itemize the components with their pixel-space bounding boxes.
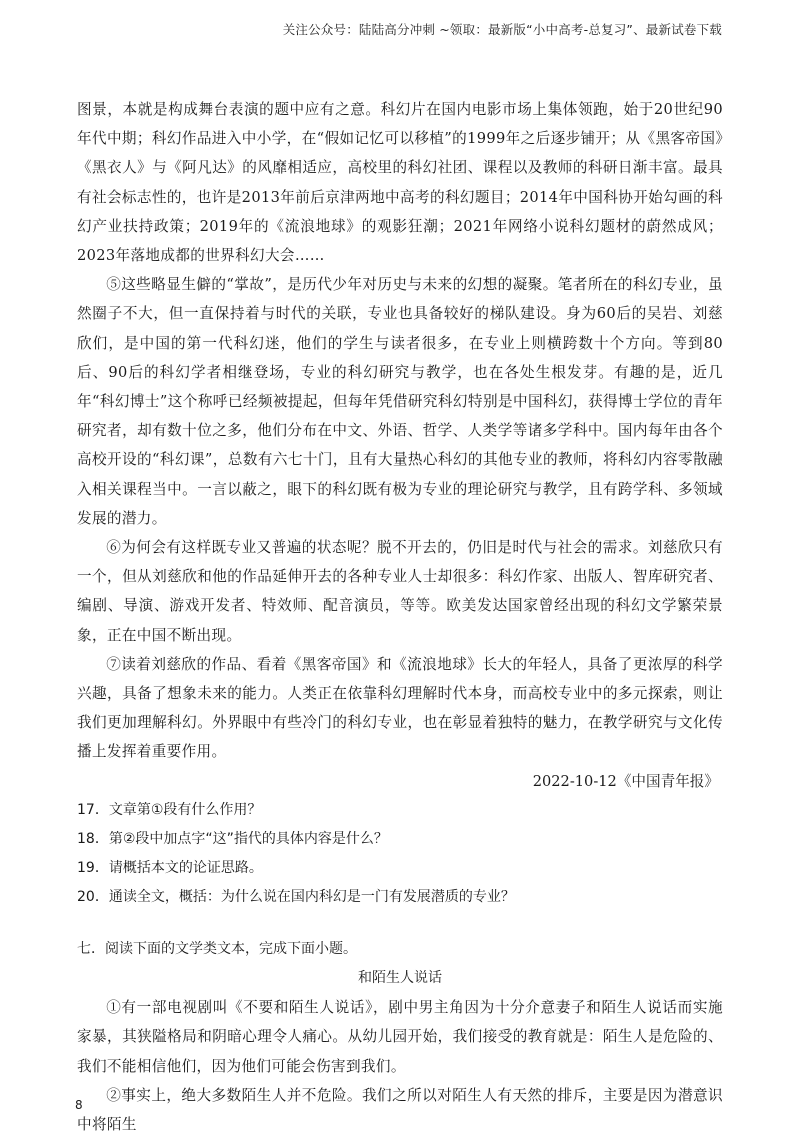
question-20: 20．通读全文，概括：为什么说在国内科幻是一门有发展潜质的专业？ [77,889,515,906]
page-number: 8 [75,1098,83,1112]
question-19: 19．请概括本文的论证思路。 [77,860,263,877]
section-heading: 七．阅读下面的文学类文本，完成下面小题。 [77,940,357,957]
page-header: 关注公众号：陆陆高分冲刺 ~领取：最新版“小中高考-总复习”、最新试卷下载 [282,22,722,37]
article-paragraph-5: ⑤这些略显生僻的“掌故”，是历代少年对历史与未来的幻想的凝聚。笔者所在的科幻专业，虽然圈子不大，但一直保持着与时代的关联，专业也具备较好的梯队建设。身为60后的吴岩、刘慈欣们，是中国的第一代科幻迷，他们的学生与读者很多，在专业上则横跨数十个方向。等到80后、90后的科幻学者相继登场，专业的科幻研究与教学，也在各处生根发芽。有趣的是，近几年“科幻博士”这个称呼已经频被提起，但每年凭借研究科幻特别是中国科幻，获得博士学位的青年研究者，却有数十位之多，他们分布在中文、外语、哲学、人类学等诸多学科中。国内每年由各个高校开设的“科幻课”，总数有六七十门，且有大量热心科幻的其他专业的教师，将科幻内容零散融入相关课程当中。一言以蔽之，眼下的科幻既有极为专业的理论研究与教学，且有跨学科、多领域发展的潜力。 [77,276,723,527]
question-17: 17．文章第①段有什么作用？ [77,801,262,818]
question-list [77,796,723,913]
story-paragraph-2: ②事实上，绝大多数陌生人并不危险。我们之所以对陌生人有天然的排斥，主要是因为潜意识中将陌生 [77,1086,723,1133]
article-paragraph-continuation: 图景，本就是构成舞台表演的题中应有之意。科幻片在国内电影市场上集体领跑，始于20世纪90年代中期；科幻作品进入中小学，在“假如记忆可以移植”的1999年之后逐步铺开；从《黑客帝国》《黑衣人》与《阿凡达》的风靡相适应，高校里的科幻社团、课程以及教师的科研日渐丰富。最具有社会标志性的，也许是2013年前后京津两地中高考的科幻题目；2014年中国科协开始勾画的科幻产业扶持政策；2019年的《流浪地球》的观影狂潮；2021年网络小说科幻题材的蔚然成风；2023年落地成都的世界科幻大会…… [77,101,723,265]
article-body [77,95,723,1139]
article-paragraph-6: ⑥为何会有这样既专业又普遍的状态呢？脱不开去的，仍旧是时代与社会的需求。刘慈欣只有一个，但从刘慈欣和他的作品延伸开去的各种专业人士却很多：科幻作家、出版人、智库研究者、编剧、导演、游戏开发者、特效师、配音演员，等等。欧美发达国家曾经出现的科幻文学繁荣景象，正在中国不断出现。 [77,539,723,644]
story-paragraph-1: ①有一部电视剧叫《不要和陌生人说话》，剧中男主角因为十分介意妻子和陌生人说话而实施家暴，其狭隘格局和阴暗心理令人痛心。从幼儿园开始，我们接受的教育就是：陌生人是危险的、我们不能相信他们，因为他们可能会伤害到我们。 [77,999,723,1075]
story-title: 和陌生人说话 [358,969,442,986]
article-paragraph-7: ⑦读着刘慈欣的作品、看着《黑客帝国》和《流浪地球》长大的年轻人，具备了更浓厚的科学兴趣，具备了想象未来的能力。人类正在依靠科幻理解时代本身，而高校专业中的多元探索，则让我们更加理解科幻。外界眼中有些冷门的科幻专业，也在彰显着独特的魅力，在教学研究与文化传播上发挥着重要作用。 [77,655,723,761]
question-18: 18．第②段中加点字“这”指代的具体内容是什么？ [77,831,388,848]
article-source: 2022-10-12《中国青年报》 [532,772,719,790]
